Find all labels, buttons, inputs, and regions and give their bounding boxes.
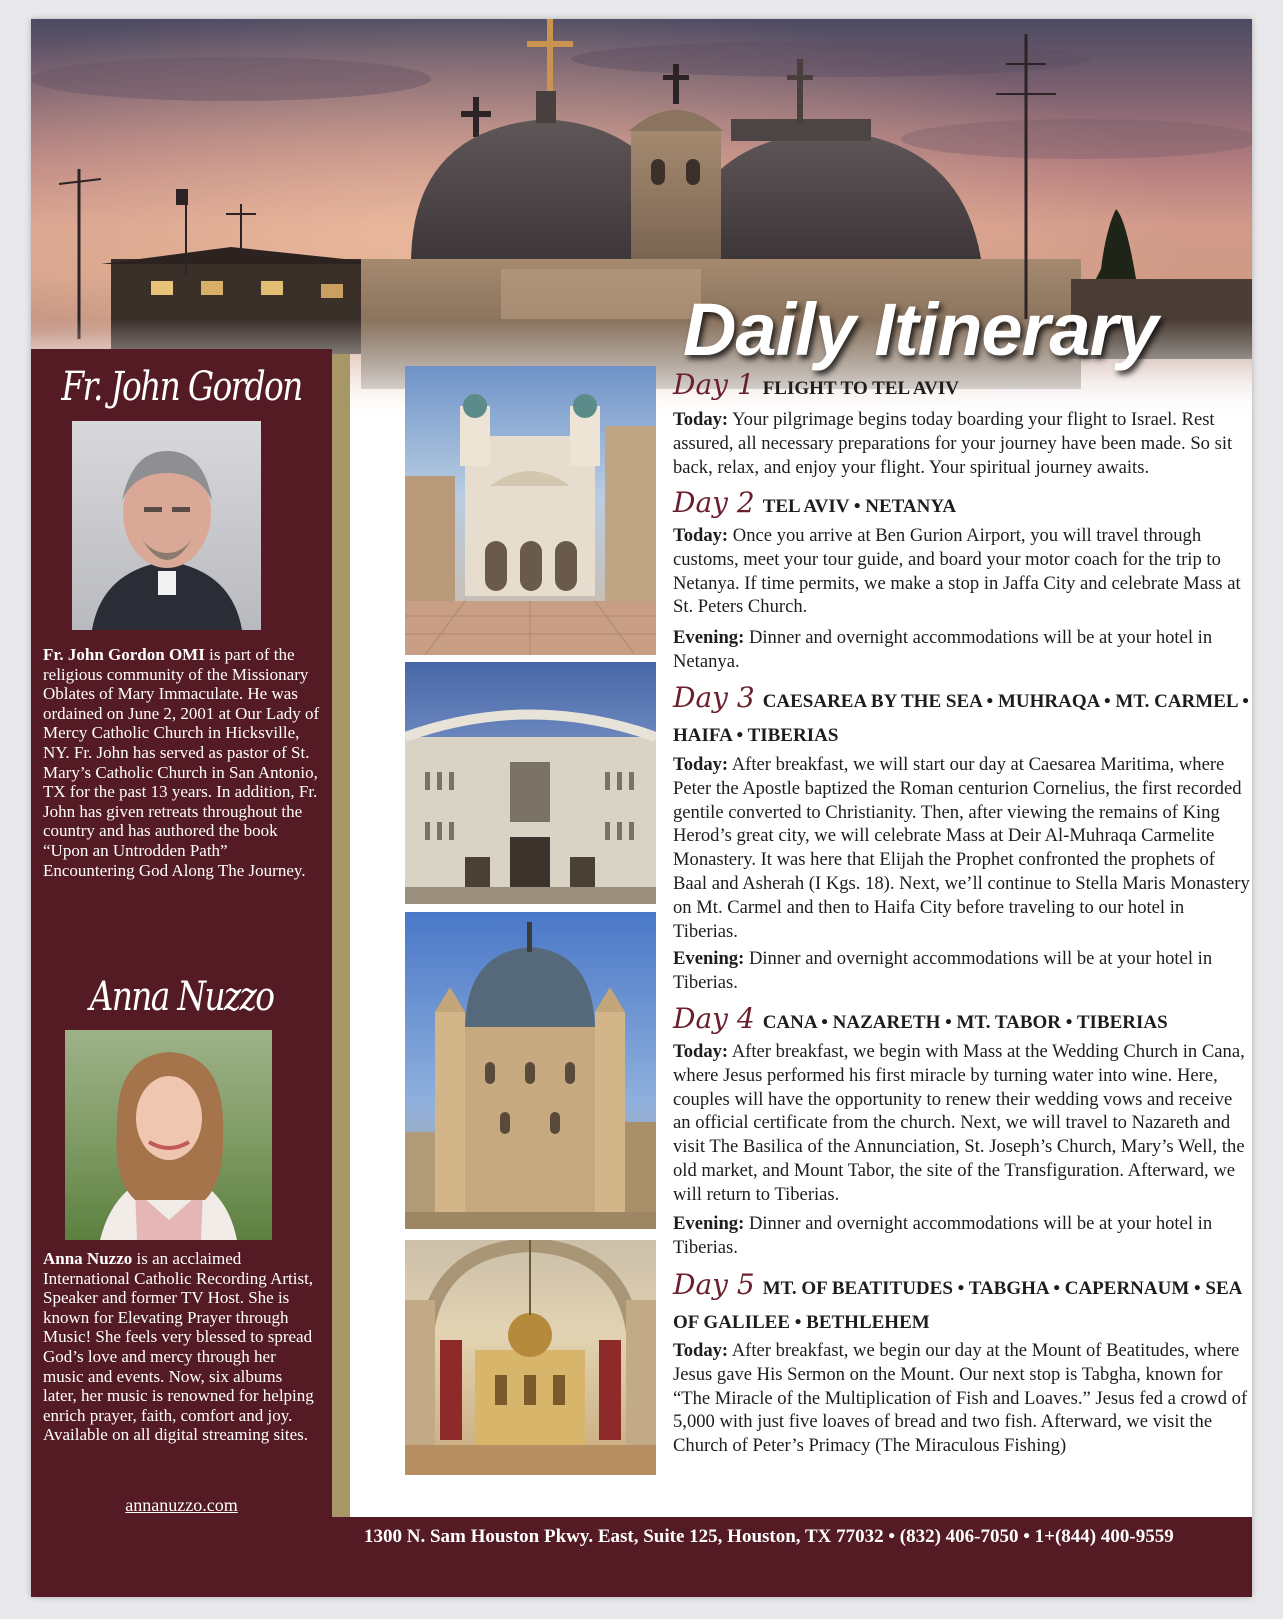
itinerary	[673, 19, 1252, 1517]
footer-contact: 1300 N. Sam Houston Pkwy. East, Suite 125, Houston, TX 77032 • (832) 406-7050 • 1+(844) 400-9559	[364, 1526, 1174, 1547]
day-4-title: CANA • NAZARETH • MT. TABOR • TIBERIAS	[762, 1012, 1168, 1033]
today-label: Today:	[673, 754, 729, 775]
day-4-evening	[673, 1212, 1252, 1260]
artist-photo	[65, 1030, 272, 1240]
day-5-today	[673, 1339, 1252, 1458]
evening-label: Evening:	[673, 627, 745, 648]
day-5-today-text: After breakfast, we begin our day at the Mount of Beatitudes, where Jesus gave His Sermon on the Mount. Our next stop is Tabgha, known for “The Miracle of the Multiplication of Fish and Loaves.” Jesus fed a crowd of 5,000 with just five loaves of bread and two fish. Afterward, we visit the Church of Peter’s Primacy (The Miraculous Fishing)	[673, 1340, 1248, 1457]
dormition-abbey-photo	[405, 912, 656, 1229]
day-3-heading	[673, 681, 1252, 753]
leader-bio-name: Fr. John Gordon OMI	[43, 645, 205, 664]
artist-script-name: Anna Nuzzo	[89, 974, 274, 1020]
today-label: Today:	[673, 1340, 729, 1361]
holy-sepulchre-interior-photo	[405, 1240, 656, 1475]
wedding-church-cana-photo	[405, 366, 656, 655]
gold-divider	[332, 354, 350, 1534]
day-1-today-text: Your pilgrimage begins today boarding your flight to Israel. Rest assured, all necessary preparations for your journey have been made. So sit back, relax, and enjoy your flight. Your spiritual journey awaits.	[673, 409, 1233, 478]
leader-bio	[43, 645, 320, 880]
day-3-evening-text: Dinner and overnight accommodations will be at your hotel in Tiberias.	[673, 948, 1213, 993]
leader-photo	[72, 421, 261, 630]
evening-label: Evening:	[673, 948, 745, 969]
day-2-evening	[673, 626, 1252, 674]
day-3-evening	[673, 947, 1252, 995]
day-5-heading	[673, 1268, 1252, 1340]
day-3-title: CAESAREA BY THE SEA • MUHRAQA • MT. CARMEL • HAIFA • TIBERIAS	[673, 691, 1249, 746]
today-label: Today:	[673, 525, 729, 546]
day-3-label: Day 3	[673, 681, 755, 714]
artist-bio-name: Anna Nuzzo	[43, 1249, 133, 1268]
day-3-today	[673, 753, 1252, 943]
day-4-heading	[673, 1002, 1252, 1040]
artist-bio	[43, 1249, 320, 1445]
day-4-label: Day 4	[673, 1002, 755, 1035]
day-5-label: Day 5	[673, 1268, 755, 1301]
artist-bio-text: is an acclaimed International Catholic Recording Artist, Speaker and former TV Host. She is known for Elevating Prayer through Music! She feels very blessed to spread God’s love and mercy through her music and events. Now, six albums later, her music is renowned for helping enrich prayer, faith, comfort and joy. Available on all digital streaming sites.	[43, 1249, 314, 1445]
day-1-heading	[673, 368, 1252, 406]
day-2-label: Day 2	[673, 486, 755, 519]
evening-label: Evening:	[673, 1213, 745, 1234]
artist-website-link[interactable]: annanuzzo.com	[125, 1495, 238, 1515]
today-label: Today:	[673, 409, 729, 430]
basilica-annunciation-photo	[405, 662, 656, 904]
day-1-today	[673, 408, 1252, 479]
itinerary-page	[31, 19, 1252, 1597]
day-2-title: TEL AVIV • NETANYA	[762, 496, 957, 517]
day-3-today-text: After breakfast, we will start our day at Caesarea Maritima, where Peter the Apostle baptized the Roman centurion Cornelius, the first recorded gentile converted to Christianity. Then, after viewing the remains of King Herod’s great city, we will celebrate Mass at Deir Al-Muhraqa Carmelite Monastery. It was here that Elijah the Prophet confronted the prophets of Baal and Asherah (I Kgs. 18). Next, we’ll continue to Stella Maris Monastery on Mt. Carmel and then to Haifa City before traveling to our hotel in Tiberias.	[673, 754, 1250, 942]
day-2-heading	[673, 486, 1252, 524]
day-2-today-text: Once you arrive at Ben Gurion Airport, you will travel through customs, meet your tour guide, and board your motor coach for the trip to Netanya. If time permits, we make a stop in Jaffa City and celebrate Mass at St. Peters Church.	[673, 525, 1241, 618]
day-2-today	[673, 524, 1252, 619]
day-4-today-text: After breakfast, we begin with Mass at the Wedding Church in Cana, where Jesus performed his first miracle by turning water into wine. Here, couples will have the opportunity to renew their wedding vows and receive an official certificate from the church. Next, we will travel to Nazareth and visit The Basilica of the Annunciation, St. Joseph’s Church, Mary’s Well, the old market, and Mount Tabor, the site of the Transfiguration. Afterward, we will return to Tiberias.	[673, 1041, 1245, 1205]
day-5-title: MT. OF BEATITUDES • TABGHA • CAPERNAUM • SEA OF GALILEE • BETHLEHEM	[673, 1278, 1242, 1333]
day-1-label: Day 1	[673, 368, 755, 401]
day-2-evening-text: Dinner and overnight accommodations will be at your hotel in Netanya.	[673, 627, 1213, 672]
today-label: Today:	[673, 1041, 729, 1062]
leader-bio-text: is part of the religious community of the Missionary Oblates of Mary Immaculate. He was ordained on June 2, 2001 at Our Lady of Mercy Catholic Church in Hicksville, NY. Fr. John has served as pastor of St. Mary’s Catholic Church in San Antonio, TX for the past 13 years. In addition, Fr. John has given retreats throughout the country and has authored the book “Upon an Untrodden Path” Encountering God Along The Journey.	[43, 645, 320, 880]
leader-script-name: Fr. John Gordon	[61, 364, 302, 410]
page-title: Daily Itinerary	[683, 288, 1158, 371]
day-4-today	[673, 1040, 1252, 1207]
day-4-evening-text: Dinner and overnight accommodations will be at your hotel in Tiberias.	[673, 1213, 1213, 1258]
day-1-title: FLIGHT TO TEL AVIV	[762, 378, 959, 399]
